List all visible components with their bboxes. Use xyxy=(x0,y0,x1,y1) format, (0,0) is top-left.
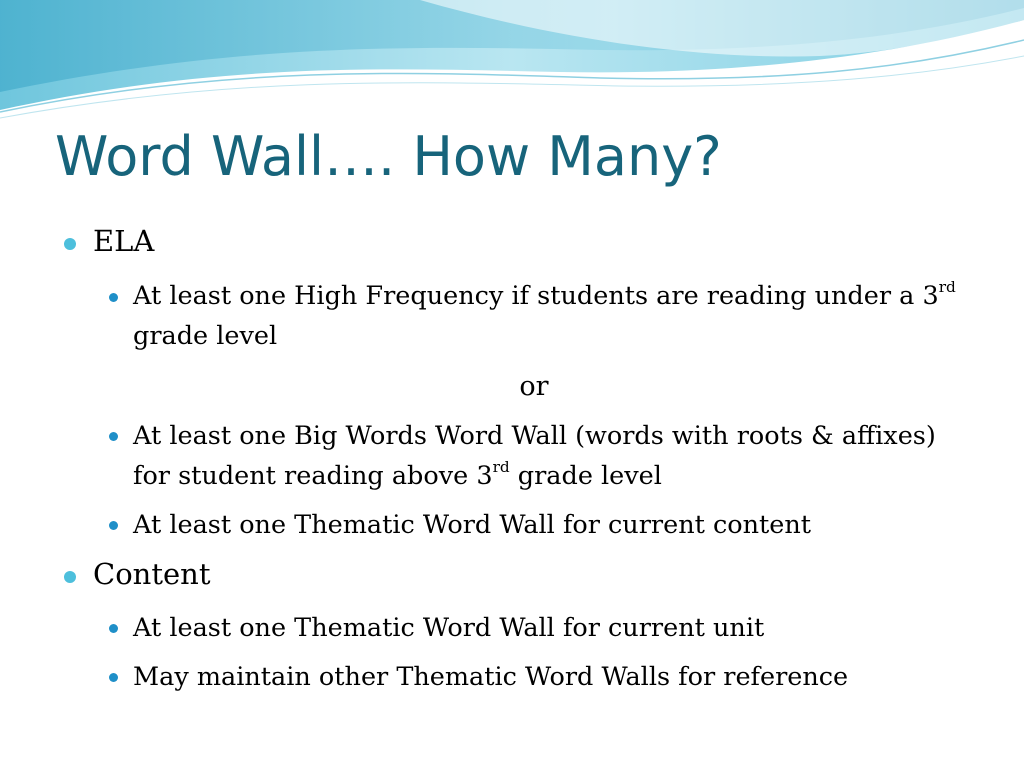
list-item: At least one Big Words Word Wall (words with roots & affixes) for student reading above 3rd grade level xyxy=(133,421,936,491)
bullet-dot-icon xyxy=(109,432,118,441)
section-heading-ela: ELA xyxy=(93,224,155,258)
bullet-dot-icon xyxy=(109,673,118,682)
section-heading-content: Content xyxy=(93,557,211,591)
bullet-dot-icon xyxy=(109,521,118,530)
slide-title: Word Wall…. How Many? xyxy=(55,125,722,188)
bullet-dot-icon xyxy=(64,238,76,250)
list-item: At least one Thematic Word Wall for current unit xyxy=(133,613,765,643)
or-separator: or xyxy=(519,371,549,402)
bullet-dot-icon xyxy=(64,571,76,583)
bullet-dot-icon xyxy=(109,293,118,302)
list-item: At least one High Frequency if students are reading under a 3rd grade level xyxy=(133,278,956,351)
list-item: May maintain other Thematic Word Walls for reference xyxy=(133,662,849,692)
bullet-dot-icon xyxy=(109,624,118,633)
list-item: At least one Thematic Word Wall for current content xyxy=(133,510,812,540)
